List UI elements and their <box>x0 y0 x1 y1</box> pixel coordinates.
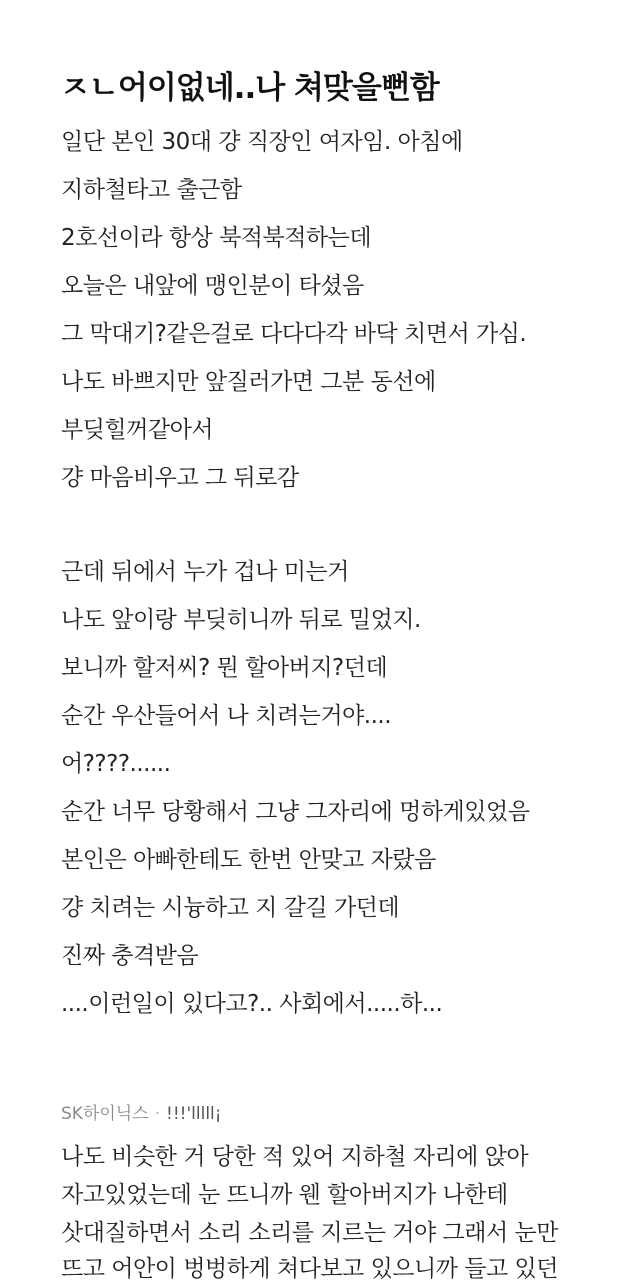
post-body-line: 지하철타고 출근함 <box>61 177 242 203</box>
post-body-line: 걍 마음비우고 그 뒤로감 <box>61 465 299 491</box>
comment-text-line: 삿대질하면서 소리 소리를 지르는 거야 그래서 눈만 <box>61 1220 558 1246</box>
post-body-line: 어????...... <box>61 751 171 777</box>
post-body-line: 진짜 충격받음 <box>61 943 199 969</box>
comment-nickname[interactable]: !!!'lllll¡ <box>166 1104 222 1124</box>
comment-text-line: 자고있었는데 눈 뜨니까 웬 할아버지가 나한테 <box>61 1182 508 1208</box>
post-body-line: 2호선이라 항상 북적북적하는데 <box>61 225 372 251</box>
post-body-line: 부딪힐꺼같아서 <box>61 417 214 443</box>
post-body-line: 걍 치려는 시늉하고 지 갈길 가던데 <box>61 895 400 921</box>
meta-separator: · <box>154 1104 161 1124</box>
post-body-line: 나도 바쁘지만 앞질러가면 그분 동선에 <box>61 369 436 395</box>
post-body-line: 순간 너무 당황해서 그냥 그자리에 멍하게있었음 <box>61 799 530 825</box>
comment-text-line: 나도 비슷한 거 당한 적 있어 지하철 자리에 앉아 <box>61 1144 529 1170</box>
comment-meta <box>61 1099 222 1124</box>
post-body-line: 오늘은 내앞에 맹인분이 타셨음 <box>61 273 364 299</box>
post-body-line: 보니까 할저씨? 뭔 할아버지?던데 <box>61 655 388 681</box>
post-title: ㅈㄴ어이없네..나 쳐맞을뻔함 <box>60 70 439 106</box>
post-body-line: 그 막대기?같은걸로 다다다각 바닥 치면서 가심. <box>61 321 527 347</box>
post-body-line: 나도 앞이랑 부딪히니까 뒤로 밀었지. <box>61 607 421 633</box>
post-body-line: 본인은 아빠한테도 한번 안맞고 자랐음 <box>61 847 436 873</box>
post-body-line: 근데 뒤에서 누가 겁나 미는거 <box>61 559 349 585</box>
comment-text-line: 뜨고 어안이 벙벙하게 쳐다보고 있으니까 들고 있던 <box>61 1256 558 1280</box>
post-body-line: ....이런일이 있다고?.. 사회에서.....하... <box>61 991 443 1017</box>
post-body-line: 일단 본인 30대 걍 직장인 여자임. 아침에 <box>61 129 463 155</box>
comment-author[interactable]: SK하이닉스 <box>61 1104 149 1124</box>
post-body-line: 순간 우산들어서 나 치려는거야.... <box>61 703 392 729</box>
